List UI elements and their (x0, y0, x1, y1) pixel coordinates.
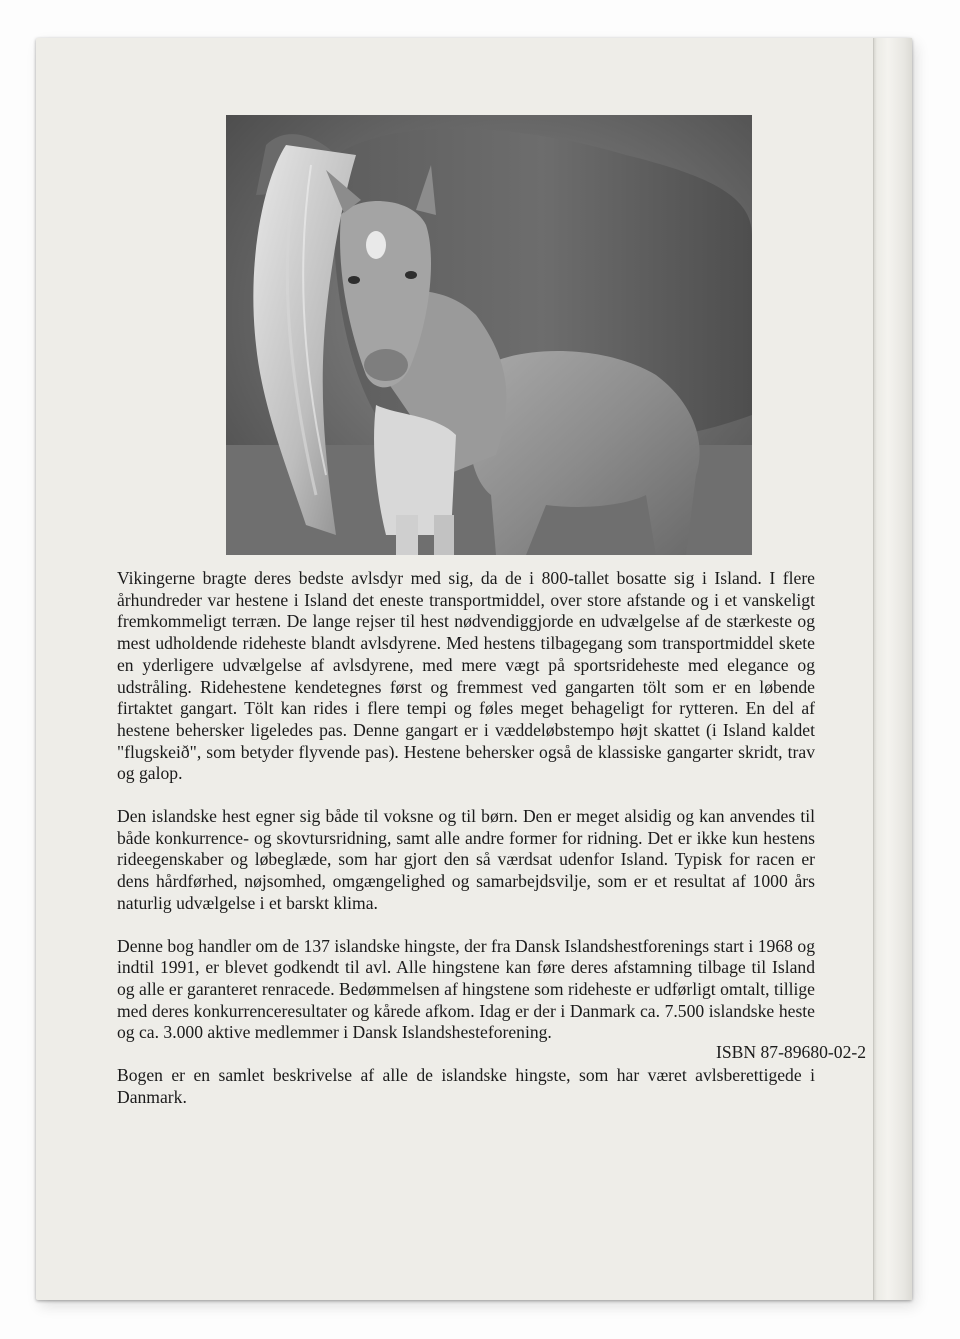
book-back-cover (36, 38, 912, 1300)
book-spine (873, 38, 912, 1300)
blurb-paragraph-2: Den islandske hest egner sig både til voksne og til børn. Den er meget alsidig og kan anvendes til både konkurrence- og skovtursridning, samt alle andre former for ridning. Det er ikke kun hestens rideegenskaber og løbeglæde, som har gjort den så værdsat udenfor Island. Typisk for racen er dens hårdførhed, nøjsomhed, omgængelighed og samarbejdsvilje, som er et resultat af 1000 års naturlig udvælgelse i et barskt klima. (117, 806, 815, 913)
isbn-label: ISBN 87-89680-02-2 (716, 1042, 867, 1062)
blurb-paragraph-3: Denne bog handler om de 137 islandske hingste, der fra Dansk Islandshestforenings start i 1968 og indtil 1991, er blevet godkendt til avl. Alle hingstene kan føre deres afstamning tilbage til Island og alle er garanteret renracede. Bedømmelsen af hingstene som rideheste er udførligt omtalt, tillige med deres konkurrenceresultater og kårede afkom. Idag er der i Danmark ca. 7.500 islandske heste og ca. 3.000 aktive medlemmer i Dansk Islandshesteforening. (117, 935, 815, 1043)
blurb-text (117, 568, 815, 1129)
horse-foal-photo (226, 115, 752, 555)
blurb-paragraph-4: Bogen er en samlet beskrivelse af alle de islandske hingste, som har været avlsberettigede i Danmark. (117, 1065, 815, 1107)
blurb-paragraph-1: Vikingerne bragte deres bedste avlsdyr med sig, da de i 800-tallet bosatte sig i Island. I flere århundreder var hestene i Island det eneste transportmiddel, over store afstande og i et vanskeligt fremkommeligt terræn. De lange rejser til hest nødvendiggjorde en udvælgelse af de stærkeste og mest udholdende rideheste blandt avlsdyrene. Med hestens tilbagegang som transportmiddel skete en yderligere udvælgelse af avlsdyrene, med mere vægt på sportsrideheste med elegance og udstråling. Ridehestene kendetegnes først og fremmest ved gangarten tölt som er en løbende firtaktet gangart. Tölt kan rides i flere tempi og føles meget behageligt for rytteren. En del af hestene behersker ligeledes pas. Denne gangart er i væddeløbstempo højt skattet (i Island kaldet "flugskeið", som betyder flyvende pas). Hestene behersker også de klassiske gangarter skridt, trav og galop. (117, 568, 815, 784)
